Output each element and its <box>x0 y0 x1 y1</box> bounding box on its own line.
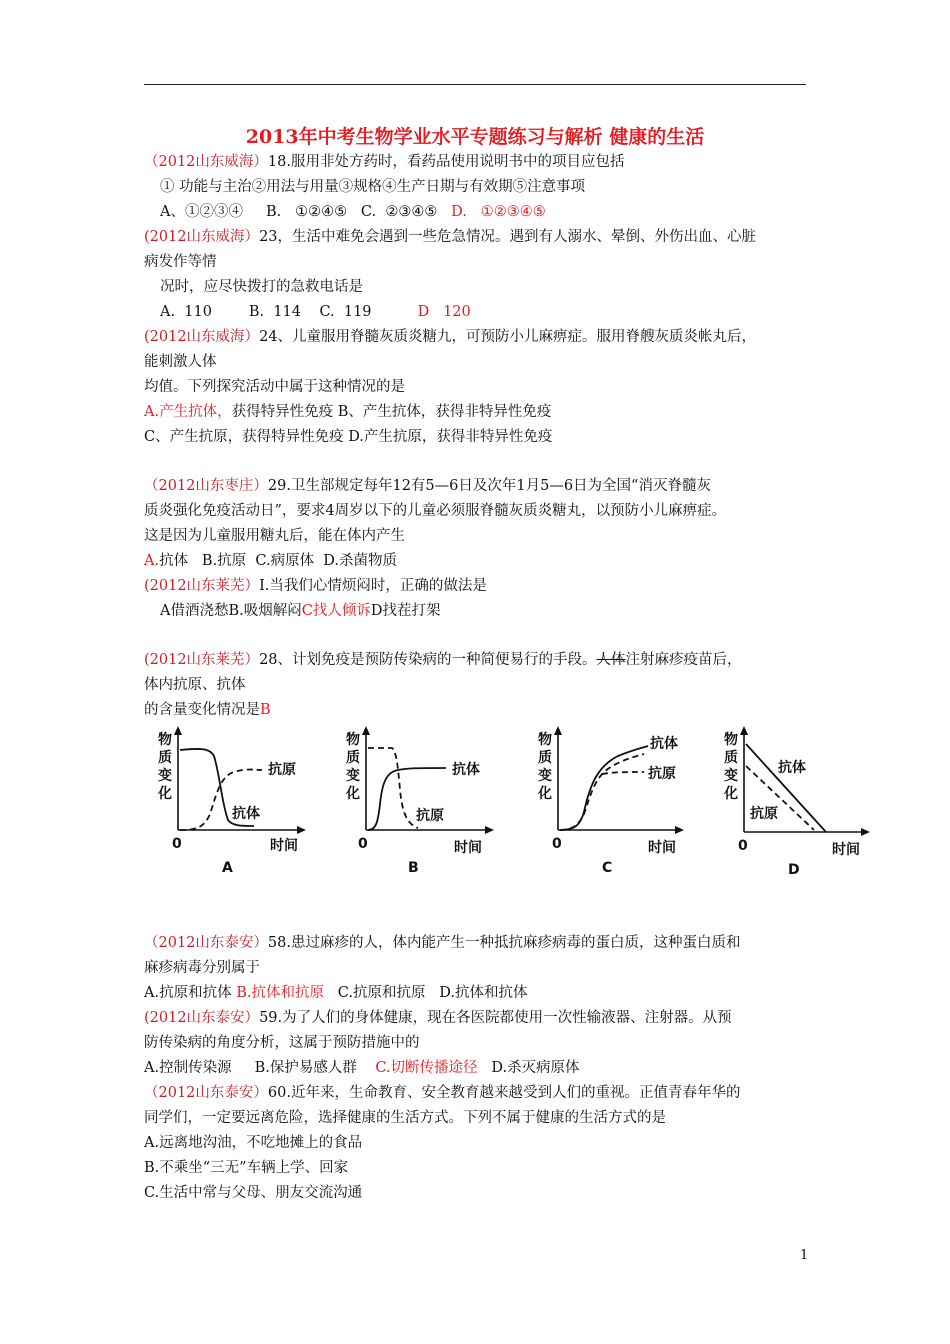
ylabel-char: 化 <box>346 786 360 802</box>
question-options <box>144 1058 580 1078</box>
option-c: C.生活中常与父母、朋友交流沟通 <box>144 1185 363 1201</box>
chart-b-svg <box>338 726 508 886</box>
ylabel-char: 变 <box>538 768 552 784</box>
question-stem-line: 麻疹病毒分别属于 <box>144 960 260 976</box>
solid-label: 抗体 <box>452 762 480 778</box>
ylabel-char: 变 <box>724 768 738 784</box>
question-stem-line: 体内抗原、抗体 <box>144 677 246 693</box>
question-23 <box>144 227 756 247</box>
chart-letter: B <box>408 860 419 876</box>
question-stem-line <box>144 700 271 720</box>
question-stem-line: 况时，应尽快拨打的急救电话是 <box>160 279 363 295</box>
ylabel-char: 化 <box>158 786 172 802</box>
origin-label: 0 <box>738 838 748 854</box>
answer-text: D 120 <box>417 304 471 320</box>
question-options <box>144 983 528 1003</box>
question-stem: 的含量变化情况是 <box>144 702 260 718</box>
question-59 <box>144 1008 732 1028</box>
question-source: (2012山东泰安） <box>144 1010 260 1026</box>
chart-letter: D <box>788 862 800 878</box>
question-stem: 注射麻疹疫苗后， <box>625 652 742 668</box>
options-text: 获得特异性免疫 B、产生抗体，获得非特异性免疫 <box>231 404 552 420</box>
question-source: （2012山东泰安） <box>144 935 268 951</box>
options-text: A借酒浇愁B.吸烟解闷 <box>160 603 302 619</box>
question-28 <box>144 650 742 670</box>
question-stem-line: 防传染病的角度分析，这属于预防措施中的 <box>144 1035 420 1051</box>
question-stem: 58.患过麻疹的人，体内能产生一种抵抗麻疹病毒的蛋白质，这种蛋白质和 <box>267 935 741 951</box>
dashed-label: 抗原 <box>648 766 676 782</box>
answer-text: C找人倾诉 <box>301 603 371 619</box>
ylabel-char: 化 <box>724 786 738 802</box>
question-source: （2012山东枣庄） <box>144 478 268 494</box>
question-source: (2012山东威海） <box>144 229 260 245</box>
question-options <box>160 601 441 621</box>
question-source: (2012山东威海） <box>144 329 260 345</box>
question-24 <box>144 327 756 347</box>
question-stem-line: 均值。下列探究活动中属于这种情况的是 <box>144 379 405 395</box>
solid-label: 抗体 <box>650 736 678 752</box>
antigen-curve <box>368 748 418 828</box>
question-stem-line: 同学们，一定要远离危险，选择健康的生活方式。下列不属于健康的生活方式的是 <box>144 1110 666 1126</box>
dashed-label: 抗原 <box>416 808 444 824</box>
antigen-curve <box>602 772 644 774</box>
question-60 <box>144 1083 740 1103</box>
ylabel-char: 变 <box>158 768 172 784</box>
options-text: A.控制传染源 B.保护易感人群 <box>144 1060 376 1076</box>
question-29 <box>144 476 711 496</box>
antibody-curve <box>560 746 648 830</box>
options-text: D找茬打架 <box>370 603 441 619</box>
chart-d-svg <box>714 726 884 886</box>
question-58 <box>144 933 740 953</box>
origin-label: 0 <box>552 836 562 852</box>
question-options <box>144 402 551 422</box>
question-source: （2012山东威海） <box>144 154 268 170</box>
question-options <box>144 551 397 571</box>
answer-text: B.抗体和抗原 <box>236 985 324 1001</box>
solid-label: 抗体 <box>232 806 260 822</box>
ylabel-char: 物 <box>346 732 360 748</box>
answer-text: A.产生抗体， <box>144 404 232 420</box>
options-text: A. 110 B. 114 C. 119 <box>160 304 418 320</box>
options-text: 抗体 B.抗原 C.病原体 D.杀菌物质 <box>159 553 398 569</box>
answer-text: C.切断传播途径 <box>375 1060 478 1076</box>
ylabel-char: 物 <box>724 732 738 748</box>
question-stem: 18.服用非处方药时，看药品使用说明书中的项目应包括 <box>267 154 625 170</box>
question-options <box>160 302 471 322</box>
question-stem-line: 病发作等情 <box>144 254 217 270</box>
chart-a-svg <box>150 726 320 886</box>
page-title: 2013年中考生物学业水平专题练习与解析 健康的生活 <box>245 126 705 148</box>
options-text: D.杀灭病原体 <box>477 1060 580 1076</box>
answer-text: D. ①②③④⑤ <box>451 204 546 220</box>
xlabel: 时间 <box>832 842 860 858</box>
question-stem: 60.近年来，生命教育、安全教育越来越受到人们的重视。正值青春年华的 <box>267 1085 741 1101</box>
dashed-label: 抗原 <box>750 806 778 822</box>
question-source: (2012山东莱芜） <box>144 578 260 594</box>
ylabel-char: 物 <box>538 732 552 748</box>
xlabel: 时间 <box>648 840 676 856</box>
option-b: B.不乘坐“三无”车辆上学、回家 <box>144 1160 349 1176</box>
ylabel-char: 变 <box>346 768 360 784</box>
option-a: A.远离地沟油，不吃地摊上的食品 <box>144 1135 363 1151</box>
header-rule <box>144 84 806 85</box>
solid-label: 抗体 <box>778 760 806 776</box>
question-stem: 29.卫生部规定每年12有5—6日及次年1月5—6日为全国“消灭脊髓灰 <box>267 478 711 494</box>
question-stem-line: 质炎强化免疫活动日”，要求4周岁以下的儿童必须服脊髓灰质炎糖丸，以预防小儿麻痹症。 <box>144 503 727 519</box>
chart-letter: A <box>222 860 233 876</box>
question-source: （2012山东泰安） <box>144 1085 268 1101</box>
ylabel-char: 质 <box>158 750 172 766</box>
ylabel-char: 质 <box>346 750 360 766</box>
question-options: C、产生抗原，获得特异性免疫 D.产生抗原，获得非特异性免疫 <box>144 429 553 445</box>
question-stem-line: 这是因为儿童服用糖丸后，能在体内产生 <box>144 528 405 544</box>
question-options <box>160 202 546 222</box>
chart-d <box>714 726 884 886</box>
question-stem: 23，生活中难免会遇到一些危急情况。遇到有人溺水、晕倒、外伤出血、心脏 <box>259 229 757 245</box>
dashed-label: 抗原 <box>268 762 296 778</box>
question-stem-line: 能刺激人体 <box>144 354 217 370</box>
question-stem: 59.为了人们的身体健康，现在各医院都使用一次性输液器、注射器。从预 <box>259 1010 732 1026</box>
origin-label: 0 <box>172 836 182 852</box>
ylabel-char: 质 <box>724 750 738 766</box>
xlabel: 时间 <box>454 840 482 856</box>
question-stem: 24、儿童服用脊髓灰质炎糖九，可预防小儿麻痹症。服用脊艘灰质炎帐丸后， <box>259 329 757 345</box>
xlabel: 时间 <box>270 838 298 854</box>
answer-text: A. <box>144 553 160 569</box>
question-source: (2012山东莱芜） <box>144 652 260 668</box>
ylabel-char: 化 <box>538 786 552 802</box>
question-stem: I.当我们心情烦闷时，正确的做法是 <box>259 578 487 594</box>
chart-c-svg <box>528 726 698 886</box>
page-number: 1 <box>800 1248 809 1263</box>
answer-text: B <box>260 702 271 718</box>
question-18 <box>144 152 624 172</box>
chart-letter: C <box>602 860 613 876</box>
options-text: A、①②③④ B. ①②④⑤ C. ②③④⑤ <box>160 204 452 220</box>
chart-b <box>338 726 508 886</box>
origin-label: 0 <box>358 836 368 852</box>
options-text: A.抗原和抗体 <box>144 985 237 1001</box>
question-items: ① 功能与主治②用法与用量③规格④生产日期与有效期⑤注意事项 <box>160 179 586 195</box>
chart-c <box>528 726 698 886</box>
question-stem: 28、计划免疫是预防传染病的一种简便易行的手段。 <box>259 652 597 668</box>
antigen-curve-part <box>560 754 644 830</box>
ylabel-char: 物 <box>158 732 172 748</box>
chart-a <box>150 726 320 886</box>
struck-text: 人体 <box>596 652 626 668</box>
question-I <box>144 576 487 596</box>
options-text: C.抗原和抗原 D.抗体和抗体 <box>323 985 528 1001</box>
ylabel-char: 质 <box>538 750 552 766</box>
